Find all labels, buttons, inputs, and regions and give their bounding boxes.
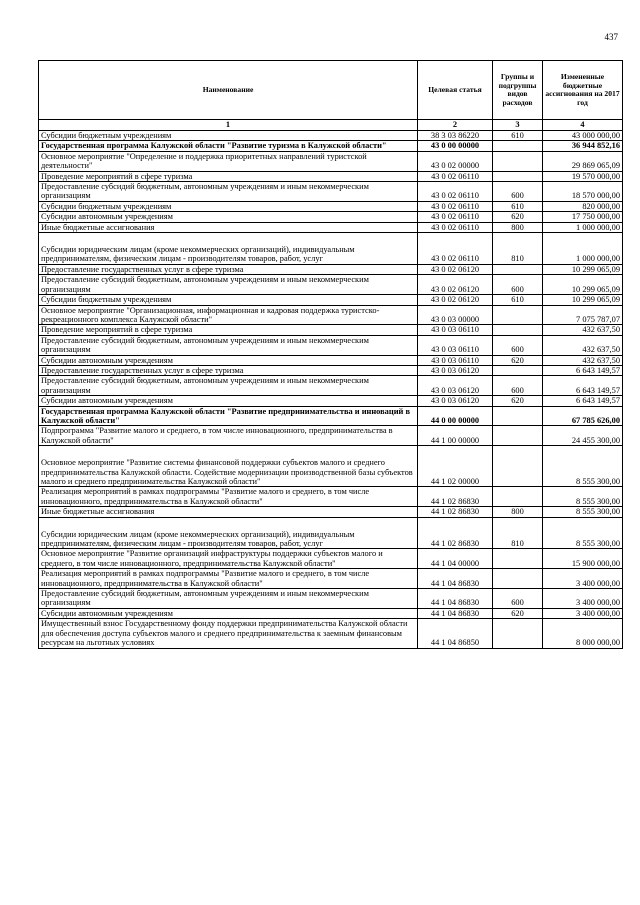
table-row — [39, 355, 623, 365]
row-amount: 3 400 000,00 — [543, 608, 623, 618]
row-amount: 432 637,50 — [543, 335, 623, 355]
row-target-code: 43 0 02 06110 — [418, 182, 493, 202]
table-row — [39, 426, 623, 446]
row-target-code: 44 1 04 00000 — [418, 549, 493, 569]
row-expense-group — [493, 264, 543, 274]
row-target-code: 44 1 00 00000 — [418, 426, 493, 446]
row-target-code: 43 0 02 06110 — [418, 201, 493, 211]
row-name: Государственная программа Калужской области "Развитие туризма в Калужской области" — [39, 141, 418, 151]
row-expense-group — [493, 365, 543, 375]
table-row — [39, 487, 623, 507]
row-expense-group — [493, 619, 543, 648]
table-row — [39, 589, 623, 609]
row-name: Основное мероприятие "Развитие организаций инфраструктуры поддержки субъектов малого и среднего, в том числе инновационного, предпринимательства Калужской области" — [39, 549, 418, 569]
row-target-code: 38 3 03 86220 — [418, 131, 493, 141]
row-amount: 43 000 000,00 — [543, 131, 623, 141]
table-row — [39, 233, 623, 265]
row-amount: 8 555 300,00 — [543, 507, 623, 517]
row-amount: 820 000,00 — [543, 201, 623, 211]
row-target-code: 43 0 02 06110 — [418, 171, 493, 181]
row-amount: 29 869 065,09 — [543, 151, 623, 171]
row-name: Основное мероприятие "Организационная, информационная и кадровая поддержка туристско-рекреационного комплекса Калужской области" — [39, 305, 418, 325]
header-target: Целевая статья — [418, 61, 493, 120]
row-expense-group: 810 — [493, 233, 543, 265]
budget-table — [38, 60, 623, 649]
row-name: Проведение мероприятий в сфере туризма — [39, 171, 418, 181]
row-expense-group: 610 — [493, 295, 543, 305]
row-expense-group: 600 — [493, 335, 543, 355]
row-amount: 3 400 000,00 — [543, 569, 623, 589]
row-expense-group — [493, 446, 543, 487]
row-expense-group — [493, 569, 543, 589]
row-target-code: 43 0 02 06110 — [418, 212, 493, 222]
row-name: Предоставление субсидий бюджетным, автономным учреждениям и иным некоммерческим организациям — [39, 275, 418, 295]
row-expense-group — [493, 549, 543, 569]
table-row — [39, 264, 623, 274]
row-target-code: 44 1 04 86830 — [418, 608, 493, 618]
row-expense-group — [493, 171, 543, 181]
table-row — [39, 182, 623, 202]
table-row — [39, 549, 623, 569]
row-name: Проведение мероприятий в сфере туризма — [39, 325, 418, 335]
table-row — [39, 222, 623, 232]
table-row — [39, 325, 623, 335]
column-number: 4 — [543, 120, 623, 131]
table-row — [39, 275, 623, 295]
row-amount: 17 750 000,00 — [543, 212, 623, 222]
row-name: Предоставление субсидий бюджетным, автономным учреждениям и иным некоммерческим организациям — [39, 182, 418, 202]
row-name: Предоставление субсидий бюджетным, автономным учреждениям и иным некоммерческим организациям — [39, 335, 418, 355]
table-row — [39, 446, 623, 487]
row-expense-group: 800 — [493, 507, 543, 517]
header-name: Наименование — [39, 61, 418, 120]
table-row — [39, 295, 623, 305]
row-amount: 1 000 000,00 — [543, 222, 623, 232]
table-row — [39, 608, 623, 618]
row-name: Имущественный взнос Государственному фонду поддержки предпринимательства Калужской области для обеспечения доступа субъектов малого и среднего предпринимательства к заемным финансовым ресурсам на льготных условиях — [39, 619, 418, 648]
row-expense-group: 600 — [493, 275, 543, 295]
row-amount: 10 299 065,09 — [543, 275, 623, 295]
row-name: Основное мероприятие "Развитие системы финансовой поддержки субъектов малого и среднего предпринимательства Калужской области. Содействие модернизации производственной базы субъектов малого и среднего предпринимательства Калужской области" — [39, 446, 418, 487]
row-name: Предоставление государственных услуг в сфере туризма — [39, 264, 418, 274]
table-row — [39, 201, 623, 211]
row-target-code: 43 0 02 06110 — [418, 222, 493, 232]
table-row — [39, 141, 623, 151]
row-amount: 3 400 000,00 — [543, 589, 623, 609]
row-expense-group: 600 — [493, 589, 543, 609]
row-amount: 7 075 787,07 — [543, 305, 623, 325]
row-name: Реализация мероприятий в рамках подпрограммы "Развитие малого и среднего, в том числе инновационного, предпринимательства в Калужской области" — [39, 569, 418, 589]
row-expense-group: 610 — [493, 201, 543, 211]
row-target-code: 44 1 04 86830 — [418, 569, 493, 589]
row-amount: 8 000 000,00 — [543, 619, 623, 648]
row-name: Субсидии юридическим лицам (кроме некоммерческих организаций), индивидуальным предпринимателям, физическим лицам - производителям товаров, работ, услуг — [39, 233, 418, 265]
page-number: 437 — [604, 32, 618, 42]
row-target-code: 44 1 02 86830 — [418, 487, 493, 507]
row-name: Предоставление субсидий бюджетным, автономным учреждениям и иным некоммерческим организациям — [39, 589, 418, 609]
header-amount: Измененные бюджетные ассигнования на 2017 год — [543, 61, 623, 120]
row-target-code: 44 1 02 86830 — [418, 507, 493, 517]
row-expense-group: 810 — [493, 517, 543, 549]
row-target-code: 43 0 02 06120 — [418, 275, 493, 295]
column-number: 3 — [493, 120, 543, 131]
row-expense-group — [493, 305, 543, 325]
table-row — [39, 507, 623, 517]
row-name: Субсидии автономным учреждениям — [39, 212, 418, 222]
row-expense-group: 600 — [493, 376, 543, 396]
table-row — [39, 335, 623, 355]
row-target-code: 44 1 02 00000 — [418, 446, 493, 487]
row-amount: 8 555 300,00 — [543, 517, 623, 549]
row-expense-group — [493, 325, 543, 335]
row-amount: 6 643 149,57 — [543, 376, 623, 396]
row-target-code: 43 0 03 00000 — [418, 305, 493, 325]
row-amount: 10 299 065,09 — [543, 264, 623, 274]
row-expense-group: 620 — [493, 608, 543, 618]
row-expense-group: 800 — [493, 222, 543, 232]
row-target-code: 44 1 04 86850 — [418, 619, 493, 648]
row-target-code: 43 0 02 06120 — [418, 264, 493, 274]
row-name: Предоставление субсидий бюджетным, автономным учреждениям и иным некоммерческим организациям — [39, 376, 418, 396]
row-name: Субсидии автономным учреждениям — [39, 396, 418, 406]
header-row — [39, 61, 623, 120]
row-name: Основное мероприятие "Определение и поддержка приоритетных направлений туристской деятельности" — [39, 151, 418, 171]
row-target-code: 44 0 00 00000 — [418, 406, 493, 426]
table-row — [39, 171, 623, 181]
row-target-code: 44 1 02 86830 — [418, 517, 493, 549]
row-amount: 36 944 852,16 — [543, 141, 623, 151]
row-amount: 19 570 000,00 — [543, 171, 623, 181]
row-expense-group: 620 — [493, 212, 543, 222]
row-name: Субсидии бюджетным учреждениям — [39, 131, 418, 141]
row-target-code: 43 0 03 06110 — [418, 335, 493, 355]
column-number: 1 — [39, 120, 418, 131]
row-amount: 15 900 000,00 — [543, 549, 623, 569]
row-name: Предоставление государственных услуг в сфере туризма — [39, 365, 418, 375]
column-number-row — [39, 120, 623, 131]
row-expense-group: 620 — [493, 396, 543, 406]
table-row — [39, 212, 623, 222]
row-amount: 6 643 149,57 — [543, 365, 623, 375]
row-target-code: 43 0 03 06110 — [418, 325, 493, 335]
row-expense-group — [493, 141, 543, 151]
row-target-code: 43 0 02 06120 — [418, 295, 493, 305]
row-target-code: 43 0 03 06120 — [418, 376, 493, 396]
row-expense-group — [493, 426, 543, 446]
header-groups: Группы и подгруппы видов расходов — [493, 61, 543, 120]
row-expense-group — [493, 487, 543, 507]
table-row — [39, 305, 623, 325]
row-expense-group: 620 — [493, 355, 543, 365]
row-amount: 432 637,50 — [543, 355, 623, 365]
row-amount: 432 637,50 — [543, 325, 623, 335]
row-target-code: 43 0 03 06120 — [418, 396, 493, 406]
row-name: Подпрограмма "Развитие малого и среднего, в том числе инновационного, предпринимательства в Калужской области" — [39, 426, 418, 446]
row-amount: 67 785 626,00 — [543, 406, 623, 426]
row-target-code: 43 0 03 06110 — [418, 355, 493, 365]
row-target-code: 43 0 02 00000 — [418, 151, 493, 171]
table-row — [39, 131, 623, 141]
row-amount: 10 299 065,09 — [543, 295, 623, 305]
row-name: Реализация мероприятий в рамках подпрограммы "Развитие малого и среднего, в том числе инновационного, предпринимательства в Калужской области" — [39, 487, 418, 507]
row-amount: 8 555 300,00 — [543, 446, 623, 487]
row-amount: 8 555 300,00 — [543, 487, 623, 507]
row-expense-group — [493, 151, 543, 171]
row-name: Субсидии бюджетным учреждениям — [39, 295, 418, 305]
table-row — [39, 396, 623, 406]
table-row — [39, 406, 623, 426]
row-name: Субсидии бюджетным учреждениям — [39, 201, 418, 211]
row-name: Иные бюджетные ассигнования — [39, 507, 418, 517]
row-amount: 6 643 149,57 — [543, 396, 623, 406]
row-expense-group — [493, 406, 543, 426]
row-name: Государственная программа Калужской области "Развитие предпринимательства и инноваций в Калужской области" — [39, 406, 418, 426]
row-name: Субсидии автономным учреждениям — [39, 608, 418, 618]
row-target-code: 43 0 00 00000 — [418, 141, 493, 151]
row-target-code: 43 0 03 06120 — [418, 365, 493, 375]
row-amount: 18 570 000,00 — [543, 182, 623, 202]
column-number: 2 — [418, 120, 493, 131]
row-name: Иные бюджетные ассигнования — [39, 222, 418, 232]
row-target-code: 44 1 04 86830 — [418, 589, 493, 609]
table-row — [39, 619, 623, 648]
row-amount: 1 000 000,00 — [543, 233, 623, 265]
row-expense-group: 610 — [493, 131, 543, 141]
row-amount: 24 455 300,00 — [543, 426, 623, 446]
table-row — [39, 569, 623, 589]
table-row — [39, 376, 623, 396]
row-expense-group: 600 — [493, 182, 543, 202]
row-name: Субсидии автономным учреждениям — [39, 355, 418, 365]
row-target-code: 43 0 02 06110 — [418, 233, 493, 265]
row-name: Субсидии юридическим лицам (кроме некоммерческих организаций), индивидуальным предпринимателям, физическим лицам - производителям товаров, работ, услуг — [39, 517, 418, 549]
table-row — [39, 517, 623, 549]
table-row — [39, 365, 623, 375]
table-row — [39, 151, 623, 171]
